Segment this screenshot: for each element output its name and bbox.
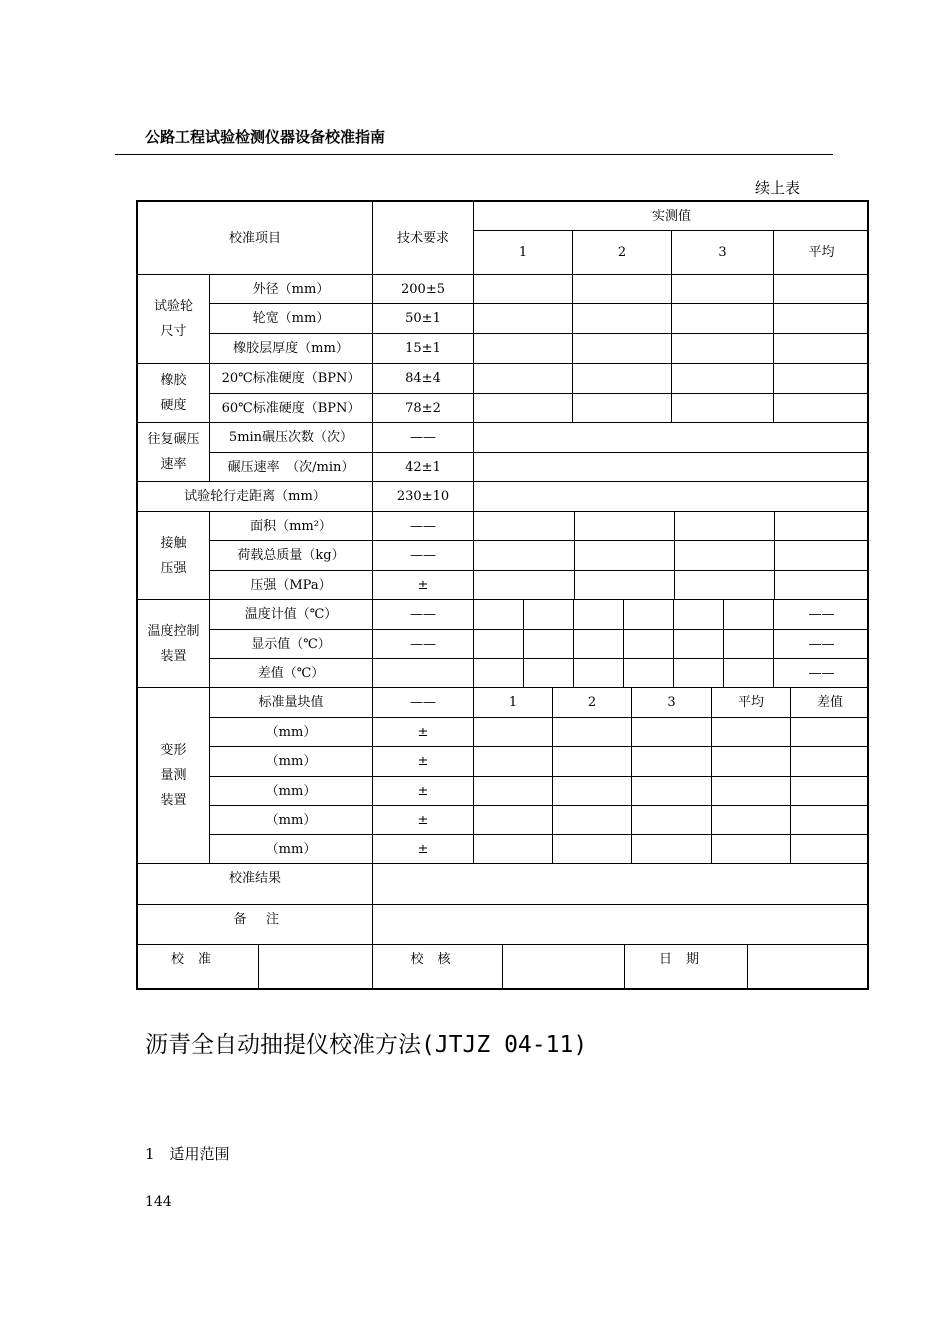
check-signature: [503, 945, 625, 990]
row-rolling-count: 5min碾压次数（次）: [210, 423, 373, 453]
deform-col-2: 2: [553, 688, 632, 718]
cell: [524, 600, 574, 630]
row-pressure: 压强（MPa）: [210, 571, 373, 600]
row-display-value: 显示值（℃）: [210, 630, 373, 659]
row-hardness-20: 20℃标准硬度（BPN）: [210, 364, 373, 394]
cell: [774, 304, 869, 334]
row-rolling-speed: 碾压速率 （次/min）: [210, 453, 373, 482]
item-header: 校准项目: [138, 202, 373, 275]
cell: [791, 718, 869, 747]
cell: [632, 806, 712, 835]
cell: [672, 364, 774, 394]
cell: [553, 806, 632, 835]
req-mm: ±: [373, 718, 474, 747]
deform-col-3: 3: [632, 688, 712, 718]
cell: [624, 630, 674, 659]
date-label: 日期: [625, 945, 748, 990]
cell: [624, 600, 674, 630]
cell: [574, 630, 624, 659]
result-value: [373, 864, 869, 905]
group-rolling-rate: 往复碾压速率: [138, 423, 210, 482]
cell: [775, 512, 869, 541]
measured-col-2: 2: [573, 231, 672, 275]
req-wheel-width: 50±1: [373, 304, 474, 334]
cell: [774, 275, 869, 304]
req-difference: [373, 659, 474, 688]
cell: [774, 394, 869, 423]
cell: [474, 600, 524, 630]
req-load-mass: ——: [373, 541, 474, 571]
cell: [674, 630, 724, 659]
cell: [474, 806, 553, 835]
header-rule: [115, 154, 833, 155]
scope-heading: 1 适用范围: [145, 1145, 230, 1163]
row-hardness-60: 60℃标准硬度（BPN）: [210, 394, 373, 423]
cell: [524, 630, 574, 659]
cell: [724, 659, 774, 688]
cell: [791, 777, 869, 806]
measured-header: 实测值: [474, 202, 869, 231]
cell: [474, 394, 573, 423]
deform-col-avg: 平均: [712, 688, 791, 718]
cell: [632, 835, 712, 864]
req-mm: ±: [373, 747, 474, 777]
remark-value: [373, 905, 869, 945]
continued-label: 续上表: [755, 179, 801, 197]
cell: [724, 630, 774, 659]
group-wheel-size: 试验轮尺寸: [138, 275, 210, 364]
row-mm: （mm）: [210, 835, 373, 864]
calibrate-label: 校准: [138, 945, 259, 990]
req-mm: ±: [373, 777, 474, 806]
row-difference: 差值（℃）: [210, 659, 373, 688]
row-travel-distance: 试验轮行走距离（mm）: [138, 482, 373, 512]
group-contact-pressure: 接触压强: [138, 512, 210, 600]
cell: [791, 747, 869, 777]
measured-col-3: 3: [672, 231, 774, 275]
cell: [575, 512, 675, 541]
cell: [553, 747, 632, 777]
req-mm: ±: [373, 835, 474, 864]
cell: [791, 835, 869, 864]
cell: [553, 835, 632, 864]
cell: [573, 275, 672, 304]
row-rubber-thickness: 橡胶层厚度（mm）: [210, 334, 373, 364]
section-title: 沥青全自动抽提仪校准方法(JTJZ 04-11): [145, 1032, 588, 1058]
req-thermometer: ——: [373, 600, 474, 630]
cell: [474, 482, 869, 512]
cell: [712, 718, 791, 747]
cell: [575, 571, 675, 600]
req-area: ——: [373, 512, 474, 541]
page-number: 144: [145, 1194, 172, 1210]
result-label: 校准结果: [138, 864, 373, 905]
cell: [573, 364, 672, 394]
cell: [774, 334, 869, 364]
cell: [775, 541, 869, 571]
req-gauge-block: ——: [373, 688, 474, 718]
cell: [474, 777, 553, 806]
cell: [672, 334, 774, 364]
cell: [712, 806, 791, 835]
cell: [574, 600, 624, 630]
row-thermometer: 温度计值（℃）: [210, 600, 373, 630]
row-mm: （mm）: [210, 777, 373, 806]
req-rolling-speed: 42±1: [373, 453, 474, 482]
calibrate-signature: [259, 945, 373, 990]
cell: [672, 394, 774, 423]
req-rolling-count: ——: [373, 423, 474, 453]
running-header: 公路工程试验检测仪器设备校准指南: [145, 128, 386, 146]
group-temperature-control: 温度控制装置: [138, 600, 210, 688]
deform-col-diff: 差值: [791, 688, 869, 718]
measured-col-avg: 平均: [774, 231, 869, 275]
row-mm: （mm）: [210, 806, 373, 835]
cell: [775, 571, 869, 600]
measured-col-1: 1: [474, 231, 573, 275]
req-hardness-20: 84±4: [373, 364, 474, 394]
req-rubber-thickness: 15±1: [373, 334, 474, 364]
row-mm: （mm）: [210, 747, 373, 777]
group-deformation-measurement: 变形量测装置: [138, 688, 210, 864]
group-rubber-hardness: 橡胶硬度: [138, 364, 210, 423]
cell: [672, 304, 774, 334]
calibration-table: [136, 200, 869, 990]
date-value: [748, 945, 869, 990]
cell: [774, 364, 869, 394]
row-gauge-block: 标准量块值: [210, 688, 373, 718]
cell: [553, 718, 632, 747]
cell: [712, 747, 791, 777]
cell: [573, 394, 672, 423]
cell: [632, 777, 712, 806]
deform-col-1: 1: [474, 688, 553, 718]
row-outer-diameter: 外径（mm）: [210, 275, 373, 304]
cell: [573, 304, 672, 334]
req-hardness-60: 78±2: [373, 394, 474, 423]
cell: [675, 512, 775, 541]
cell: [474, 541, 575, 571]
check-label: 校核: [373, 945, 503, 990]
cell: [474, 571, 575, 600]
remark-label: 备注: [138, 905, 373, 945]
row-load-mass: 荷载总质量（kg）: [210, 541, 373, 571]
req-mm: ±: [373, 806, 474, 835]
cell: [474, 512, 575, 541]
cell: [712, 835, 791, 864]
cell: [674, 659, 724, 688]
cell: [672, 275, 774, 304]
row-area: 面积（mm²）: [210, 512, 373, 541]
cell: [573, 334, 672, 364]
cell: [474, 275, 573, 304]
cell: [474, 334, 573, 364]
cell: [524, 659, 574, 688]
req-pressure: ±: [373, 571, 474, 600]
req-display-value: ——: [373, 630, 474, 659]
cell: [632, 747, 712, 777]
row-mm: （mm）: [210, 718, 373, 747]
cell: [675, 541, 775, 571]
cell: [624, 659, 674, 688]
cell: [575, 541, 675, 571]
cell: [791, 806, 869, 835]
cell: [474, 453, 869, 482]
cell: [632, 718, 712, 747]
req-outer-diameter: 200±5: [373, 275, 474, 304]
cell: [474, 835, 553, 864]
avg-thermometer: ——: [774, 600, 869, 630]
cell: [574, 659, 624, 688]
req-travel-distance: 230±10: [373, 482, 474, 512]
cell: [474, 747, 553, 777]
cell: [474, 304, 573, 334]
cell: [474, 630, 524, 659]
cell: [474, 364, 573, 394]
avg-display-value: ——: [774, 630, 869, 659]
cell: [474, 718, 553, 747]
cell: [474, 423, 869, 453]
cell: [675, 571, 775, 600]
cell: [712, 777, 791, 806]
tech-header: 技术要求: [373, 202, 474, 275]
cell: [553, 777, 632, 806]
cell: [674, 600, 724, 630]
row-wheel-width: 轮宽（mm）: [210, 304, 373, 334]
cell: [474, 659, 524, 688]
avg-difference: ——: [774, 659, 869, 688]
cell: [724, 600, 774, 630]
